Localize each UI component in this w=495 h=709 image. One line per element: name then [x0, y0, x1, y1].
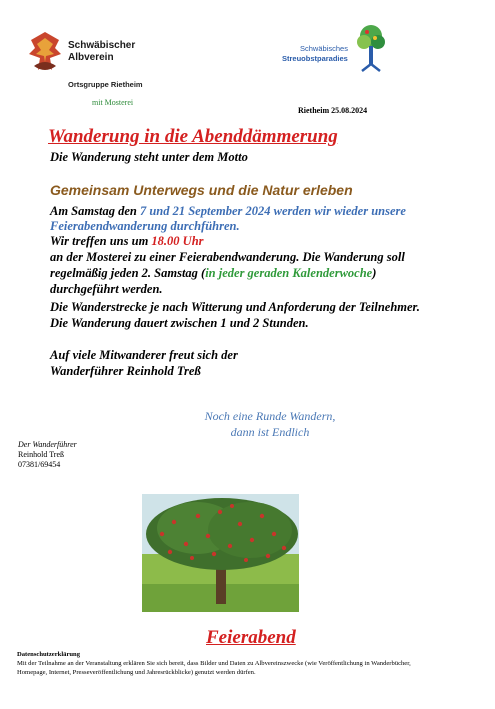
closing-heading: Feierabend — [206, 627, 296, 648]
body-line-1 — [50, 204, 406, 219]
privacy-text: Mit der Teilnahme an der Veranstaltung erklären Sie sich bereit, dass Bilder und Daten zu Albvereinszwecke (wie Veröffentlichung in Wanderbücher, Homepage, Internet, Presseveröffentlichung und Jahresrückblicke) genutzt werden dürfen. — [17, 660, 411, 676]
streuobstparadies-logo — [282, 22, 391, 78]
body-line-4: an der Mosterei zu einer Feierabendwanderung. Die Wanderung soll — [50, 250, 405, 264]
body-line-7: Die Wanderstrecke je nach Witterung und Anforderung der Teilnehmer. — [50, 300, 420, 314]
tree-logo-icon — [356, 22, 386, 72]
body-line-5a: regelmäßig jeden 2. Samstag ( — [50, 266, 206, 280]
slogan-line-1: Noch eine Runde Wandern, — [204, 409, 336, 423]
calendar-week-note: in jeder geraden Kalenderwoche — [205, 266, 373, 280]
albverein-logo — [28, 28, 153, 108]
body-line-3a: Wir treffen uns um — [50, 234, 152, 248]
body-line-5c: ) — [372, 266, 377, 280]
right-logo-line1: Schwäbisches — [300, 44, 348, 53]
privacy-heading: Datenschutzerklärung — [17, 651, 81, 658]
slogan — [200, 408, 340, 440]
albverein-emblem-icon — [28, 30, 62, 76]
contact-name: Reinhold Treß — [18, 450, 65, 459]
body-line-1a: Am Samstag den — [50, 204, 140, 218]
document-date: Rietheim 25.08.2024 — [298, 106, 368, 115]
contact-role: Der Wanderführer — [18, 440, 77, 449]
slogan-line-2: dann ist Endlich — [230, 425, 310, 439]
body-line-8: Die Wanderung dauert zwischen 1 und 2 Stunden. — [50, 316, 309, 330]
body-line-6: durchgeführt werden. — [50, 282, 163, 296]
page-title: Wanderung in die Abenddämmerung — [48, 126, 338, 147]
apple-tree-photo — [142, 494, 299, 612]
org-name-line2: Albverein — [68, 52, 114, 63]
meeting-time: 18.00 Uhr — [151, 234, 204, 248]
contact-block — [18, 440, 77, 470]
contact-phone: 07381/69454 — [18, 460, 61, 469]
org-name-line1: Schwäbischer — [68, 40, 136, 51]
intro-text: Die Wanderung steht unter dem Motto — [50, 150, 248, 164]
body-line-2: Feierabendwanderung durchführen. — [50, 219, 240, 233]
body-line-9: Auf viele Mitwanderer freut sich der — [50, 348, 238, 362]
right-logo-line2: Streuobstparadies — [282, 54, 348, 63]
body-line-10: Wanderführer Reinhold Treß — [50, 364, 201, 378]
event-dates: 7 und 21 September 2024 werden wir wieder unsere — [139, 204, 406, 218]
motto-heading: Gemeinsam Unterwegs und die Natur erleben — [50, 182, 353, 198]
body-line-3 — [50, 234, 204, 249]
org-group: Ortsgruppe Rietheim — [68, 80, 143, 89]
body-line-5 — [50, 266, 376, 281]
mosterei-label: mit Mosterei — [92, 98, 134, 107]
privacy-notice — [17, 650, 427, 677]
